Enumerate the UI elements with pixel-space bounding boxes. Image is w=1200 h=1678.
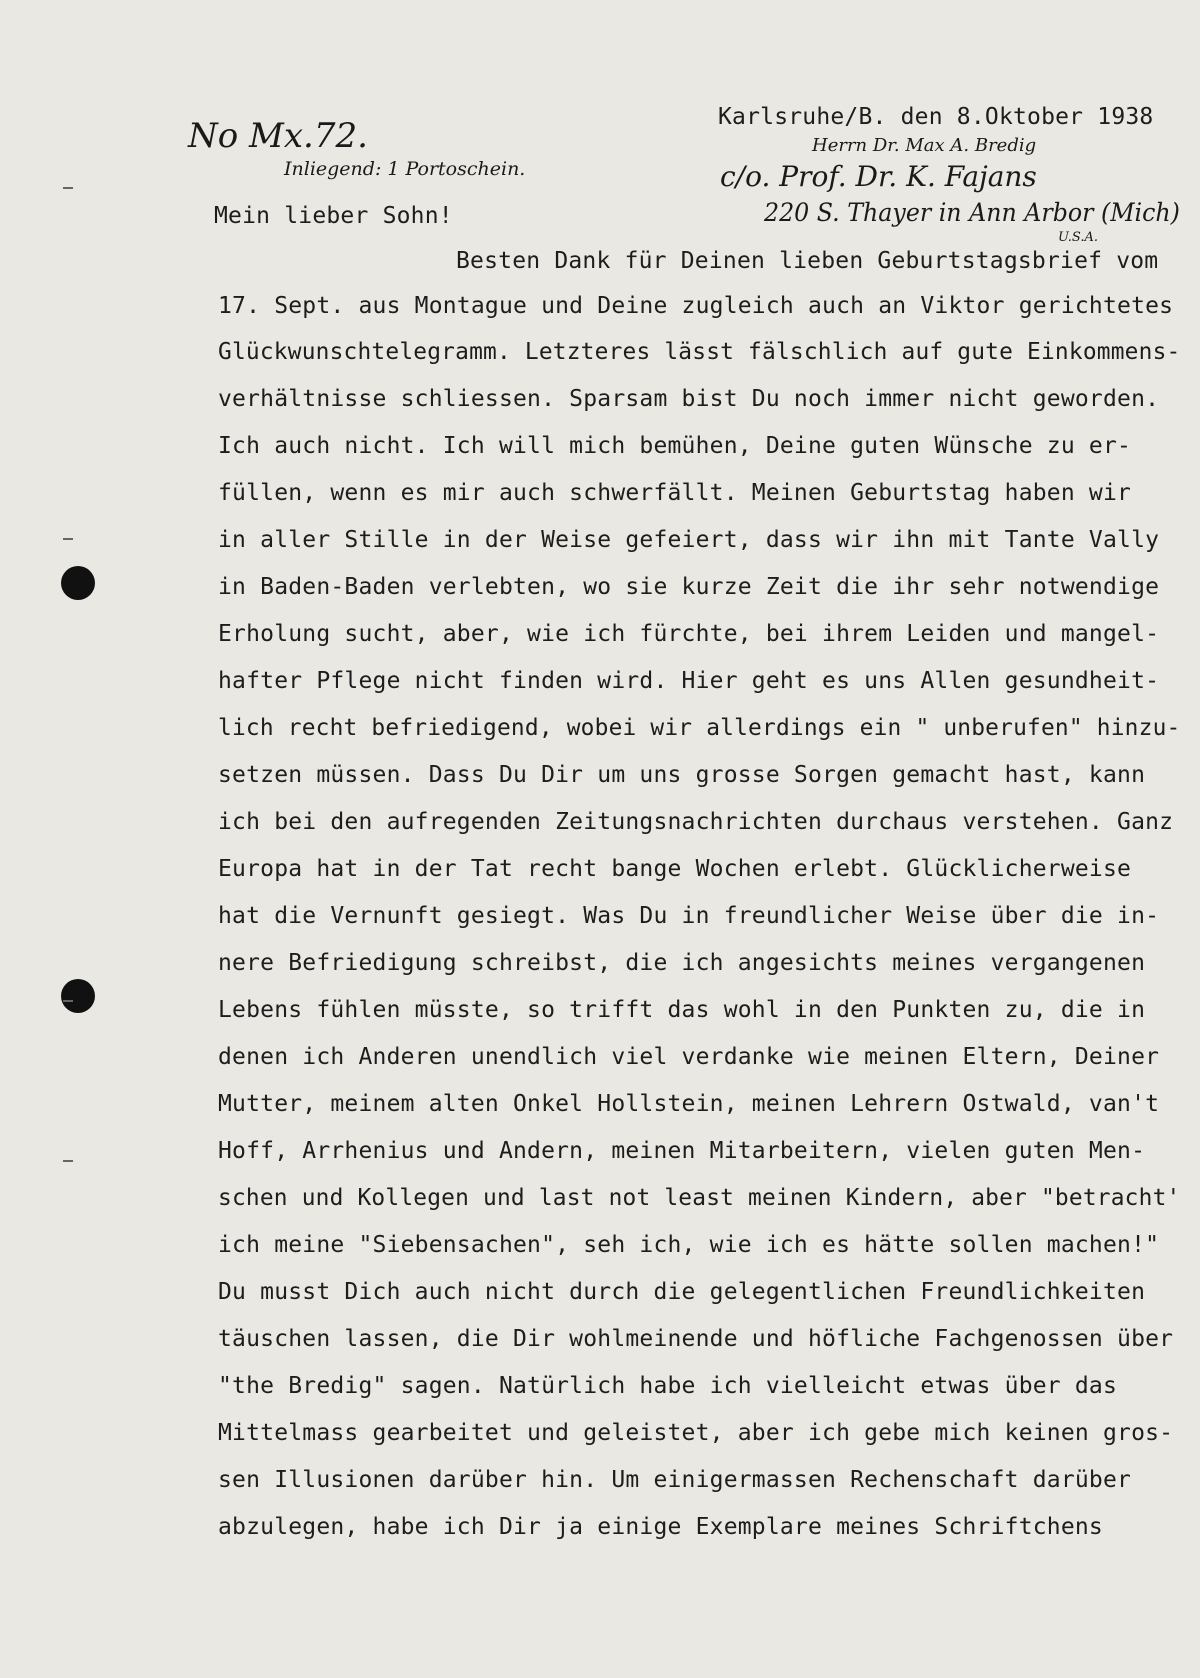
body-line: hat die Vernunft gesiegt. Was Du in freundlicher Weise über die in-	[218, 903, 1160, 929]
body-line: in aller Stille in der Weise gefeiert, dass wir ihn mit Tante Vally	[218, 527, 1160, 553]
body-line: täuschen lassen, die Dir wohlmeinende und höfliche Fachgenossen über	[218, 1326, 1174, 1352]
body-line: nere Befriedigung schreibst, die ich angesichts meines vergangenen	[218, 950, 1146, 976]
body-line: "the Bredig" sagen. Natürlich habe ich vielleicht etwas über das	[218, 1373, 1118, 1399]
body-line: in Baden-Baden verlebten, wo sie kurze Zeit die ihr sehr notwendige	[218, 574, 1160, 600]
address-line-4: U.S.A.	[1058, 230, 1098, 245]
margin-mark	[63, 187, 73, 189]
body-line: ich bei den aufregenden Zeitungsnachrichten durchaus verstehen. Ganz	[218, 809, 1174, 835]
body-line: setzen müssen. Dass Du Dir um uns grosse Sorgen gemacht hast, kann	[218, 762, 1146, 788]
body-line: ich meine "Siebensachen", seh ich, wie ich es hätte sollen machen!"	[218, 1232, 1160, 1258]
body-line: Ich auch nicht. Ich will mich bemühen, Deine guten Wünsche zu er-	[218, 433, 1132, 459]
punch-hole-bottom	[61, 979, 95, 1013]
body-line: Europa hat in der Tat recht bange Wochen erlebt. Glücklicherweise	[218, 856, 1132, 882]
body-line: Besten Dank für Deinen lieben Geburtstagsbrief vom	[456, 248, 1159, 274]
body-line: schen und Kollegen und last not least meinen Kindern, aber "betracht'	[218, 1185, 1181, 1211]
punch-hole-top	[61, 566, 95, 600]
body-line: Mutter, meinem alten Onkel Hollstein, meinen Lehrern Ostwald, van't	[218, 1091, 1160, 1117]
letter-number: No Mx.72.	[188, 116, 368, 156]
body-line: Lebens fühlen müsste, so trifft das wohl in den Punkten zu, die in	[218, 997, 1146, 1023]
body-line: Mittelmass gearbeitet und geleistet, aber ich gebe mich keinen gros-	[218, 1420, 1174, 1446]
salutation: Mein lieber Sohn!	[214, 203, 453, 229]
body-line: abzulegen, habe ich Dir ja einige Exemplare meines Schriftchens	[218, 1514, 1103, 1540]
address-line-3: 220 S. Thayer in Ann Arbor (Mich)	[764, 198, 1180, 227]
body-line: sen Illusionen darüber hin. Um einigermassen Rechenschaft darüber	[218, 1467, 1132, 1493]
margin-mark	[63, 538, 73, 540]
address-line-2: c/o. Prof. Dr. K. Fajans	[720, 160, 1037, 193]
body-line: füllen, wenn es mir auch schwerfällt. Meinen Geburtstag haben wir	[218, 480, 1132, 506]
body-line: 17. Sept. aus Montague und Deine zugleich auch an Viktor gerichtetes	[218, 293, 1174, 319]
body-line: hafter Pflege nicht finden wird. Hier geht es uns Allen gesundheit-	[218, 668, 1160, 694]
body-line: Erholung sucht, aber, wie ich fürchte, bei ihrem Leiden und mangel-	[218, 621, 1160, 647]
margin-mark	[63, 1160, 73, 1162]
body-line: denen ich Anderen unendlich viel verdanke wie meinen Eltern, Deiner	[218, 1044, 1160, 1070]
enclosure-note: Inliegend: 1 Portoschein.	[284, 158, 526, 180]
address-line-1: Herrn Dr. Max A. Bredig	[812, 135, 1037, 156]
body-line: Glückwunschtelegramm. Letzteres lässt fälschlich auf gute Einkommens-	[218, 339, 1181, 365]
place-date: Karlsruhe/B. den 8.Oktober 1938	[718, 104, 1154, 130]
body-line: Du musst Dich auch nicht durch die gelegentlichen Freundlichkeiten	[218, 1279, 1146, 1305]
body-line: Hoff, Arrhenius und Andern, meinen Mitarbeitern, vielen guten Men-	[218, 1138, 1146, 1164]
body-line: lich recht befriedigend, wobei wir allerdings ein " unberufen" hinzu-	[218, 715, 1181, 741]
margin-mark	[63, 1000, 73, 1002]
body-line: verhältnisse schliessen. Sparsam bist Du noch immer nicht geworden.	[218, 386, 1160, 412]
